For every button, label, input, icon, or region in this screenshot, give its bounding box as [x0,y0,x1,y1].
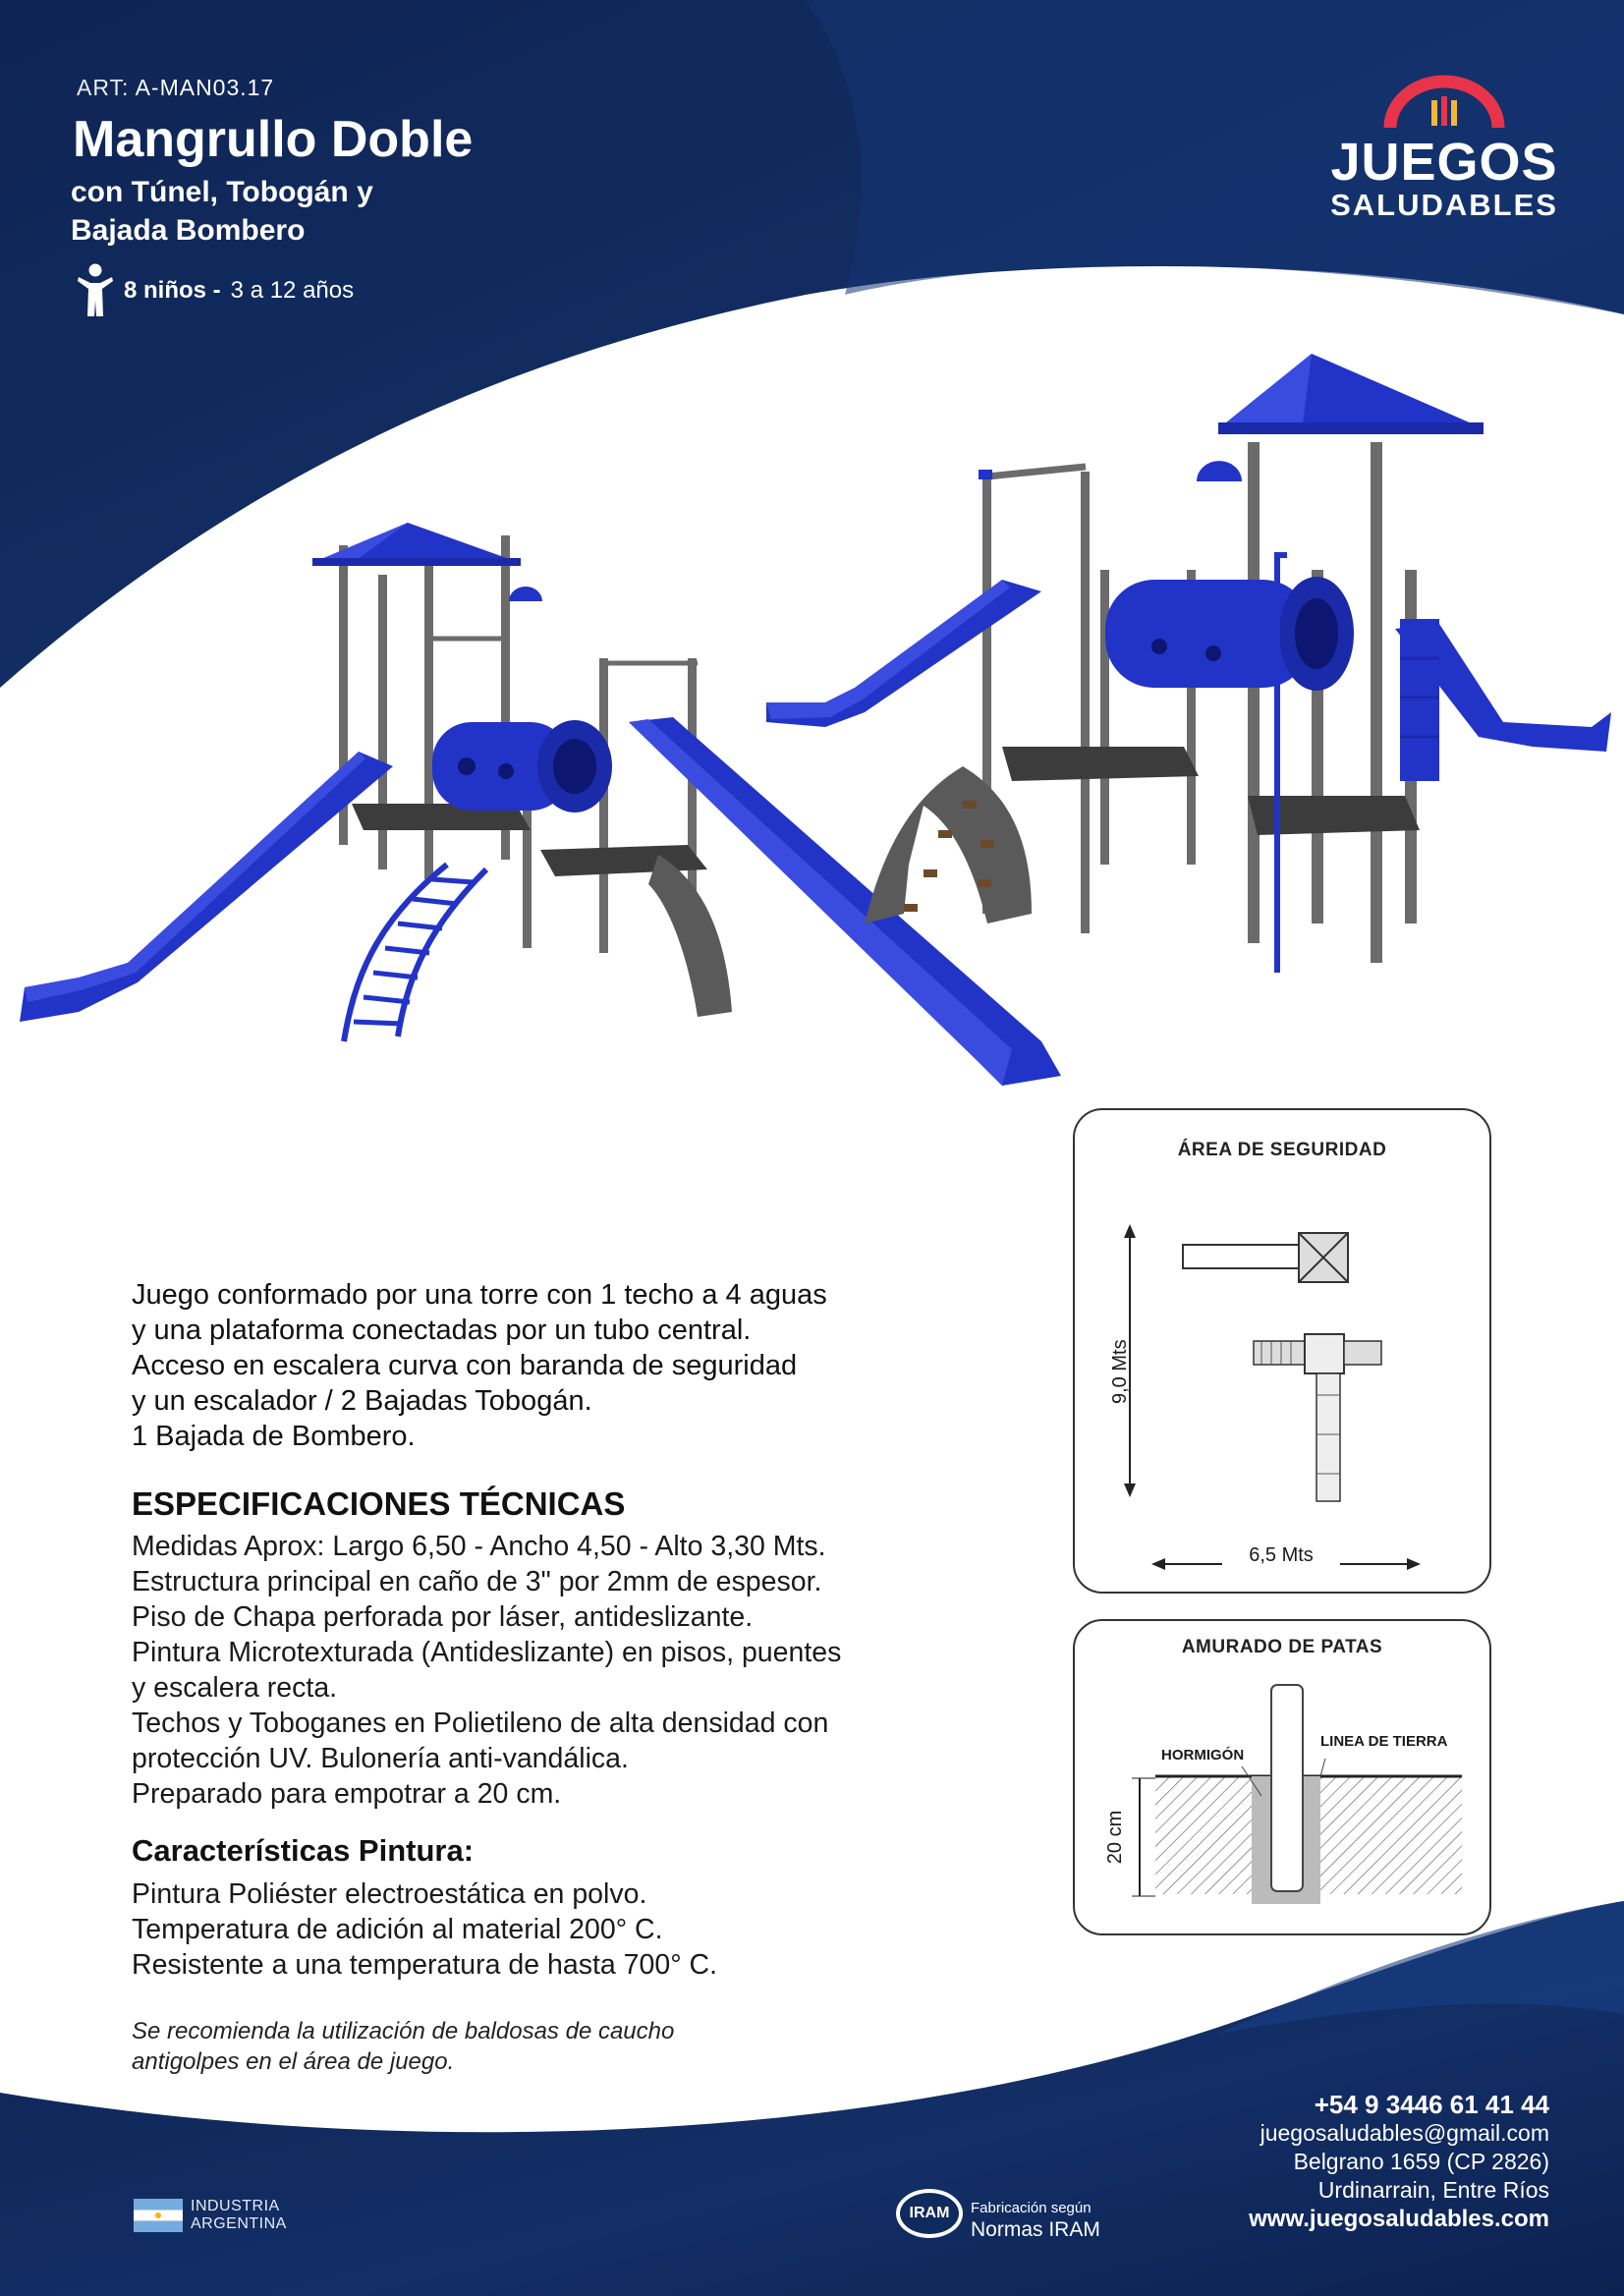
website-link[interactable]: www.juegosaludables.com [1249,2206,1549,2232]
industry-label [191,2198,287,2233]
industry-line-1: INDUSTRIA [191,2198,280,2214]
logo-text-saludables: SALUDABLES [1330,188,1558,222]
spec-line: Techos y Toboganes en Polietileno de alta densidad con [132,1708,829,1739]
paint-line: Resistente a una temperatura de hasta 700° C. [132,1949,718,1981]
iram-badge-text: IRAM [900,2193,959,2234]
description-line: Juego conformado por una torre con 1 techo a 4 aguas [132,1279,827,1311]
recommendation-note [132,2016,819,2077]
article-code [77,75,274,101]
width-dimension-label: 6,5 Mts [1222,1544,1340,1567]
address-line-1: Belgrano 1659 (CP 2826) [1293,2149,1549,2174]
note-line-2: antigolpes en el área de juego. [132,2048,455,2075]
concrete-label: HORMIGÓN [1161,1747,1245,1764]
article-label: ART: [77,75,130,100]
footing-diagram [1075,1621,1489,1933]
ground-line-label: LINEA DE TIERRA [1320,1733,1448,1750]
paint-line: Temperatura de adición al material 200° C. [132,1914,663,1945]
subtitle-line-2: Bajada Bombero [71,214,306,247]
paint-line: Pintura Poliéster electroestática en polvo. [132,1878,647,1910]
industry-line-2: ARGENTINA [191,2215,287,2232]
paint-heading: Características Pintura: [132,1833,475,1868]
iram-line-2: Normas IRAM [971,2218,1100,2241]
phone-number[interactable]: +54 9 3446 61 41 44 [1314,2090,1549,2119]
description-line: y un escalador / 2 Bajadas Tobogán. [132,1385,592,1417]
logo-text-juegos: JUEGOS [1330,133,1558,192]
spec-line: Medidas Aprox: Largo 6,50 - Ancho 4,50 - Alto 3,30 Mts. [132,1531,826,1562]
spec-line: y escalera recta. [132,1672,338,1704]
child-icon [77,263,114,318]
safety-area-box [1073,1108,1491,1594]
spec-line: Estructura principal en caño de 3" por 2mm de espesor. [132,1566,822,1597]
product-description [132,1277,937,1454]
note-line-1: Se recomienda la utilización de baldosas de caucho [132,2018,675,2044]
product-subtitle [71,173,483,250]
email-address[interactable]: juegosaludables@gmail.com [1260,2120,1549,2146]
address-line-2: Urdinarrain, Entre Ríos [1317,2177,1549,2203]
left-structure [20,523,1061,1086]
rainbow-arc-icon [1380,75,1508,130]
kids-count: 8 niños - [124,277,221,304]
specs-list [132,1529,947,1812]
spec-line: Preparado para empotrar a 20 cm. [132,1778,562,1810]
capacity-info [77,263,354,318]
spec-line: Piso de Chapa perforada por láser, antideslizante. [132,1601,754,1633]
product-title: Mangrullo Doble [73,111,474,168]
footing-box [1073,1619,1491,1935]
description-line: Acceso en escalera curva con baranda de seguridad [132,1350,798,1381]
brand-logo [1328,75,1560,221]
safety-area-title: ÁREA DE SEGURIDAD [1177,1140,1387,1160]
description-line: y una plataforma conectadas por un tubo central. [132,1315,752,1346]
argentina-flag-icon [134,2199,183,2232]
specs-heading: ESPECIFICACIONES TÉCNICAS [132,1485,626,1522]
kids-ages: 3 a 12 años [230,277,355,304]
iram-label [971,2198,1100,2241]
iram-line-1: Fabricación según [971,2200,1092,2216]
article-number: A-MAN03.17 [135,75,275,100]
spec-line: protección UV. Bulonería anti-vandálica. [132,1743,629,1774]
playground-illustration [20,334,1621,1120]
depth-label: 20 cm [1104,1810,1126,1865]
contact-info [1249,2091,1549,2233]
paint-list [132,1876,947,1983]
spec-line: Pintura Microtexturada (Antideslizante) en pisos, puentes [132,1637,842,1668]
iram-badge [896,2189,963,2238]
subtitle-line-1: con Túnel, Tobogán y [71,176,373,208]
height-dimension-label: 9,0 Mts [1109,1339,1131,1404]
footing-title: AMURADO DE PATAS [1181,1637,1383,1657]
description-line: 1 Bajada de Bombero. [132,1421,416,1452]
right-structure [766,354,1611,973]
